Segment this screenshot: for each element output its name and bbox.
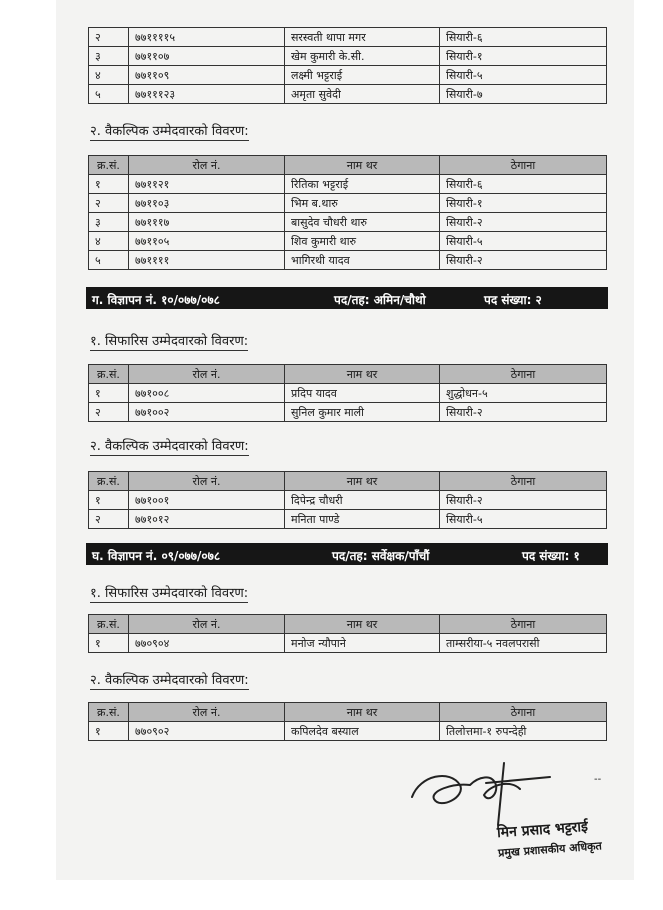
table-cell: लक्ष्मी भट्टराई (285, 66, 440, 85)
table-cell: सियारी-५ (440, 510, 607, 529)
table-cell: खेम कुमारी के.सी. (285, 47, 440, 66)
alt-candidates-table (88, 702, 607, 741)
table-cell: २ (89, 28, 129, 47)
advert-number: घ. विज्ञापन नं. ०९/०७७/०७८ (92, 549, 221, 563)
advert-bar-ga (86, 287, 608, 309)
table-cell: १ (89, 384, 129, 403)
column-header: रोल नं. (129, 472, 285, 491)
table-cell: सियारी-२ (440, 213, 607, 232)
recommended-candidates-table (88, 614, 607, 653)
table-cell: १ (89, 722, 129, 741)
table-cell: ७७१११७ (129, 213, 285, 232)
post-level: पद/तह: सर्वेक्षक/पाँचौं (332, 549, 430, 563)
table-cell: कपिलदेव बस्याल (285, 722, 440, 741)
table-cell: ७७११०७ (129, 47, 285, 66)
table-row (89, 28, 607, 47)
recommended-candidates-table (88, 364, 607, 422)
post-level: पद/तह: अमिन/चौथो (334, 293, 426, 307)
table-cell: १ (89, 634, 129, 653)
table-cell: ७७१००२ (129, 403, 285, 422)
table-row (89, 232, 607, 251)
table-cell: सियारी-२ (440, 491, 607, 510)
table-cell: १ (89, 491, 129, 510)
column-header: ठेगाना (440, 365, 607, 384)
table-cell: शिव कुमारी थारु (285, 232, 440, 251)
alt-candidates-heading: २. वैकल्पिक उम्मेदवारको विवरण: (90, 670, 249, 690)
table-cell: ७७०९०२ (129, 722, 285, 741)
post-count: पद संख्या: २ (484, 293, 542, 307)
table-row (89, 85, 607, 104)
table-cell: ताम्सरीया-५ नवलपरासी (440, 634, 607, 653)
table-row (89, 213, 607, 232)
column-header: नाम थर (285, 156, 440, 175)
alt-candidates-table (88, 471, 607, 529)
table-cell: ३ (89, 47, 129, 66)
table-cell: सियारी-२ (440, 403, 607, 422)
table-cell: शुद्धोधन-५ (440, 384, 607, 403)
table-cell: ४ (89, 232, 129, 251)
alt-candidates-heading: २. वैकल्पिक उम्मेदवारको विवरण: (90, 436, 249, 456)
table-row (89, 491, 607, 510)
table-cell: सियारी-२ (440, 251, 607, 270)
table-header-row (89, 472, 607, 491)
table-cell: सियारी-५ (440, 232, 607, 251)
table-cell: सियारी-६ (440, 28, 607, 47)
table-row (89, 66, 607, 85)
table-cell: सियारी-६ (440, 175, 607, 194)
table-cell: प्रदिप यादव (285, 384, 440, 403)
recommended-candidates-heading: १. सिफारिस उम्मेदवारको विवरण: (90, 583, 248, 603)
table-header-row (89, 365, 607, 384)
table-cell: दिपेन्द्र चौधरी (285, 491, 440, 510)
post-count: पद संख्या: १ (522, 549, 580, 563)
table-cell: २ (89, 403, 129, 422)
column-header: नाम थर (285, 615, 440, 634)
alt-candidates-heading: २. वैकल्पिक उम्मेदवारको विवरण: (90, 121, 249, 141)
table-row (89, 403, 607, 422)
table-cell: तिलोत्तमा-१ रुपन्देही (440, 722, 607, 741)
table-cell: सुनिल कुमार माली (285, 403, 440, 422)
table-row (89, 47, 607, 66)
column-header: रोल नं. (129, 703, 285, 722)
table-header-row (89, 615, 607, 634)
table-cell: सियारी-१ (440, 194, 607, 213)
column-header: ठेगाना (440, 156, 607, 175)
table-cell: मनिता पाण्डे (285, 510, 440, 529)
table-cell: मनोज न्यौपाने (285, 634, 440, 653)
table-cell: २ (89, 194, 129, 213)
column-header: ठेगाना (440, 703, 607, 722)
table-row (89, 384, 607, 403)
table-row (89, 251, 607, 270)
table-cell: ७७१०१२ (129, 510, 285, 529)
table-cell: ५ (89, 251, 129, 270)
table-row (89, 722, 607, 741)
signatory-title: प्रमुख प्रशासकीय अधिकृत (497, 839, 603, 860)
column-header: क्र.सं. (89, 156, 129, 175)
table-cell: १ (89, 175, 129, 194)
table-cell: ७७११०३ (129, 194, 285, 213)
table-cell: ४ (89, 66, 129, 85)
column-header: नाम थर (285, 472, 440, 491)
handwritten-signature (400, 755, 560, 830)
table-cell: ७७११११ (129, 251, 285, 270)
column-header: क्र.सं. (89, 703, 129, 722)
table-cell: रितिका भट्टराई (285, 175, 440, 194)
column-header: ठेगाना (440, 472, 607, 491)
column-header: ठेगाना (440, 615, 607, 634)
signature-mark: -- (594, 774, 602, 785)
top-candidate-table (88, 27, 607, 104)
table-cell: ७७११०९ (129, 66, 285, 85)
table-cell: ७७११११५ (129, 28, 285, 47)
table-cell: ७७११०५ (129, 232, 285, 251)
table-cell: ७७०९०४ (129, 634, 285, 653)
table-cell: २ (89, 510, 129, 529)
table-cell: सरस्वती थापा मगर (285, 28, 440, 47)
table-row (89, 194, 607, 213)
advert-number: ग. विज्ञापन नं. १०/०७७/०७८ (92, 293, 220, 307)
table-cell: ७७१११२३ (129, 85, 285, 104)
column-header: क्र.सं. (89, 365, 129, 384)
table-cell: ७७१००१ (129, 491, 285, 510)
table-header-row (89, 156, 607, 175)
column-header: रोल नं. (129, 365, 285, 384)
table-cell: ७७१००८ (129, 384, 285, 403)
table-cell: ७७११२१ (129, 175, 285, 194)
column-header: रोल नं. (129, 615, 285, 634)
column-header: नाम थर (285, 365, 440, 384)
table-row (89, 175, 607, 194)
column-header: क्र.सं. (89, 615, 129, 634)
table-cell: सियारी-७ (440, 85, 607, 104)
table-cell: ५ (89, 85, 129, 104)
table-row (89, 510, 607, 529)
table-cell: ३ (89, 213, 129, 232)
table-cell: बासुदेव चौधरी थारु (285, 213, 440, 232)
column-header: नाम थर (285, 703, 440, 722)
table-cell: अमृता सुवेदी (285, 85, 440, 104)
table-cell: भिम ब.थारु (285, 194, 440, 213)
signatory-name: मिन प्रसाद भट्टराई (496, 818, 589, 842)
table-row (89, 634, 607, 653)
column-header: रोल नं. (129, 156, 285, 175)
table-cell: सियारी-५ (440, 66, 607, 85)
recommended-candidates-heading: १. सिफारिस उम्मेदवारको विवरण: (90, 331, 248, 351)
table-cell: भागिरथी यादव (285, 251, 440, 270)
alt-candidates-table (88, 155, 607, 270)
advert-bar-gha (86, 543, 608, 565)
table-cell: सियारी-१ (440, 47, 607, 66)
column-header: क्र.सं. (89, 472, 129, 491)
table-header-row (89, 703, 607, 722)
